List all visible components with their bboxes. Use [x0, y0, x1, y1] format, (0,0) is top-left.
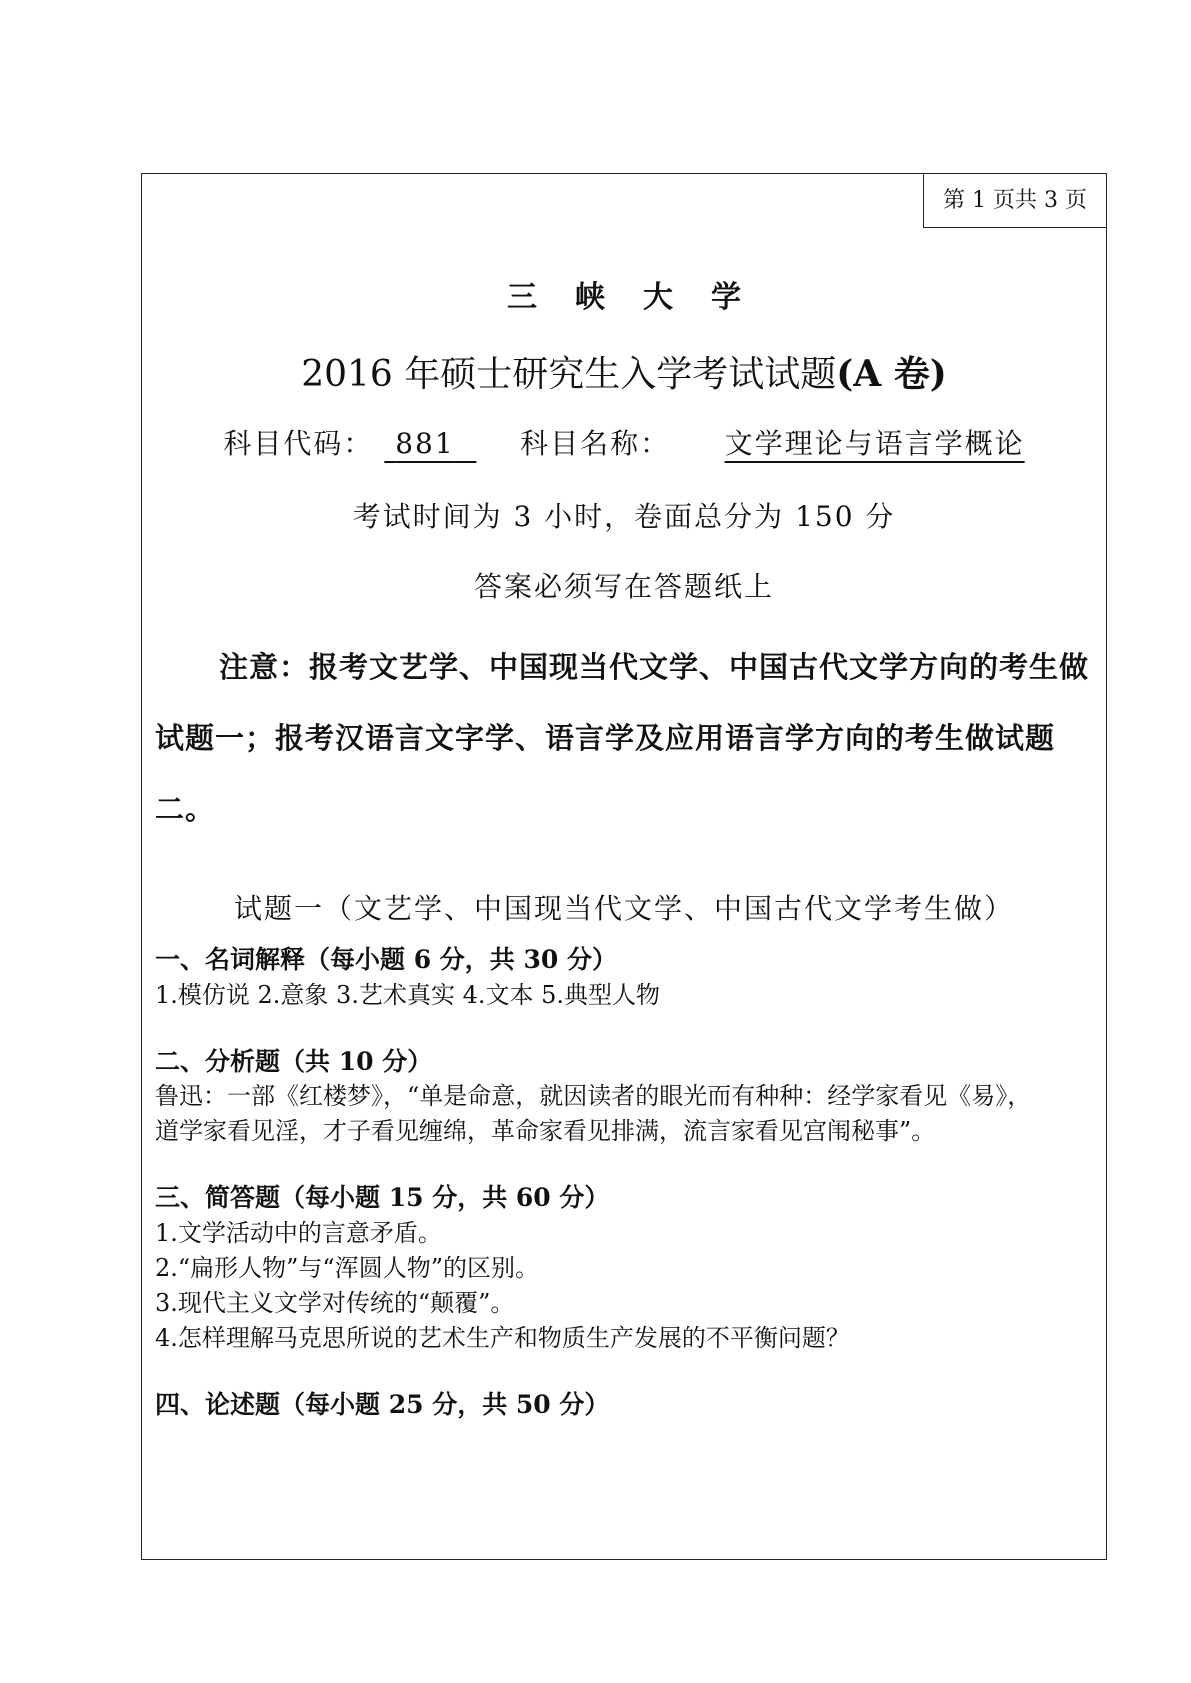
section-heading: 三、简答题（每小题 15 分，共 60 分）: [155, 1183, 610, 1212]
subject-code: 881: [395, 427, 455, 460]
school-name: 三峡大学: [507, 280, 779, 315]
subject-line: [141, 422, 1107, 462]
section-heading: 一、名词解释（每小题 6 分，共 30 分）: [155, 945, 618, 974]
section-line: 2.“扁形人物”与“浑圆人物”的区别。: [155, 1254, 539, 1282]
answer-note: 答案必须写在答题纸上: [473, 570, 774, 603]
section-line: 4.怎样理解马克思所说的艺术生产和物质生产发展的不平衡问题？: [155, 1324, 850, 1352]
section-line: 道学家看见淫，才子看见缠绵，革命家看见排满，流言家看见宫闱秘事”。: [155, 1117, 936, 1145]
subject-code-label: 科目代码：: [223, 427, 374, 460]
page-number-box: 第 1 页共 3 页: [923, 173, 1107, 228]
subject-name: 文学理论与语言学概论: [724, 427, 1025, 460]
exam-title-suffix: (A 卷): [836, 353, 947, 395]
notice-text: 注意：报考文艺学、中国现当代文学、中国古代文学方向的考生做试题一；报考汉语言文字学、语言学及应用语言学方向的考生做试题二。: [155, 650, 1090, 826]
subject-name-label: 科目名称：: [520, 427, 671, 460]
part-one-title: 试题一（文艺学、中国现当代文学、中国古代文学考生做）: [233, 892, 1014, 925]
section-heading: 四、论述题（每小题 25 分，共 50 分）: [155, 1390, 610, 1419]
section-heading: 二、分析题（共 10 分）: [155, 1047, 433, 1076]
exam-time: 考试时间为 3 小时，卷面总分为 150 分: [352, 500, 896, 533]
exam-title-main: 2016 年硕士研究生入学考试试题: [301, 354, 837, 395]
section-line: 1.文学活动中的言意矛盾。: [155, 1219, 442, 1247]
exam-title: [141, 346, 1107, 397]
section-line: 鲁迅：一部《红楼梦》，“单是命意，就因读者的眼光而有种种：经学家看见《易》，: [155, 1082, 1032, 1110]
section-line: 1.模仿说 2.意象 3.艺术真实 4.文本 5.典型人物: [155, 981, 661, 1009]
section-line: 3.现代主义文学对传统的“颠覆”。: [155, 1289, 515, 1317]
